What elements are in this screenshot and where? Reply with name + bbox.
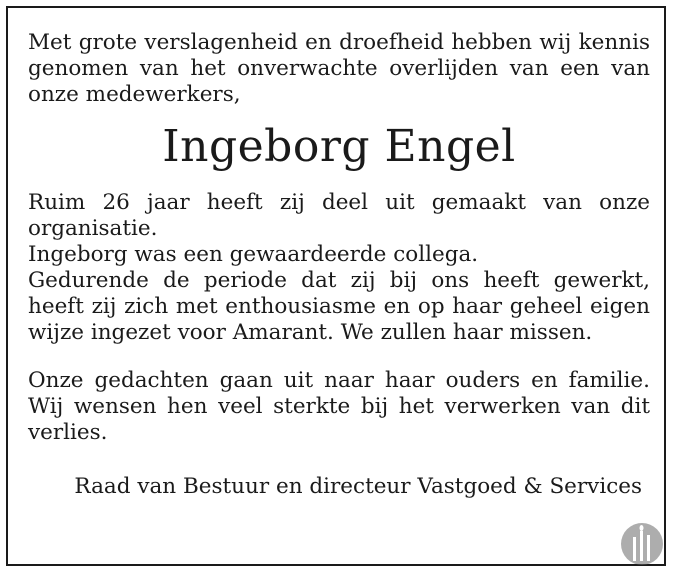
condolence-text: Onze gedachten gaan uit naar haar ouders en familie. Wij wensen hen veel sterkte bij het verwerken van dit verlies. [28,368,650,445]
candle-figure-icon [619,521,665,567]
announcement-content [28,30,650,500]
deceased-name: Ingeborg Engel [162,121,516,172]
body-line-dedication: Gedurende de periode dat zij bij ons heeft gewerkt, heeft zij zich met enthousiasme en op haar geheel eigen wijze ingezet voor Amarant. We zullen haar missen. [28,268,650,345]
body-line-tenure: Ruim 26 jaar heeft zij deel uit gemaakt van onze organisatie. [28,190,650,241]
intro-text: Met grote verslagenheid en droefheid hebben wij kennis genomen van het onverwachte overlijden van een van onze medewerkers, [28,30,650,107]
body-section [28,190,650,346]
signature: Raad van Bestuur en directeur Vastgoed & Services [74,474,642,499]
body-line-colleague: Ingeborg was een gewaardeerde collega. [28,242,479,267]
